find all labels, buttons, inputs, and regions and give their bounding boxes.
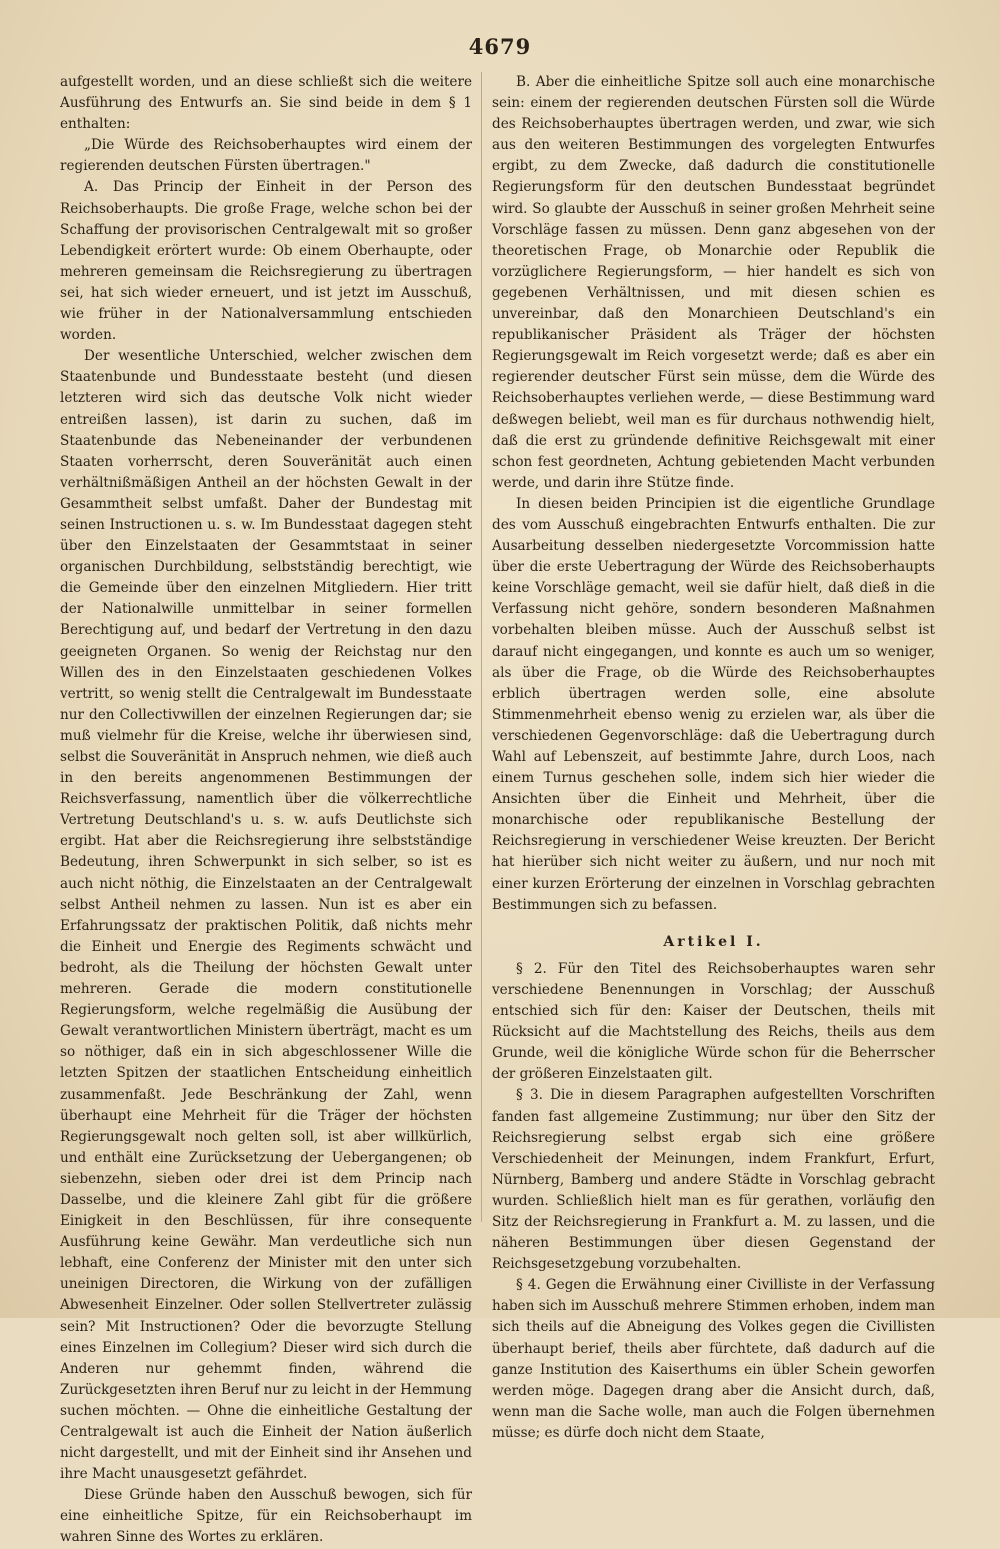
paragraph: § 2. Für den Titel des Reichsoberhauptes waren sehr verschiedene Benennungen in Vorschlag; der Ausschuß entschied sich für den: Kaiser der Deutschen, theils mit Rücksicht auf die Machtstellung des Reichs, theils aus dem Grunde, weil die königliche Würde schon für die Beherrscher der größeren Einzelstaaten gilt. — [492, 960, 935, 1083]
left-column — [60, 72, 472, 1546]
column-divider — [481, 72, 482, 1222]
paragraph: In diesen beiden Principien ist die eigentliche Grundlage des vom Ausschuß eingebrachten Entwurfs enthalten. Die zur Ausarbeitung desselben niedergesetzte Vorcommission hatte über die erste Uebertragung der Würde des Reichsoberhaupts keine Vorschläge gemacht, weil sie dafür hielt, daß dieß in die Verfassung nicht gehöre, sondern besonderen Maßnahmen vorbehalten bleiben müsse. Auch der Ausschuß selbst ist darauf nicht eingegangen, und konnte es auch um so weniger, als über die Frage, ob die Würde des Reichsoberhauptes erblich übertragen werden solle, eine absolute Stimmenmehrheit ebenso wenig zu erzielen war, als über die verschiedenen Gegenvorschläge: daß die Uebertragung durch Wahl auf Lebenszeit, auf bestimmte Jahre, durch Loos, nach einem Turnus geschehen solle, indem sich hier wieder die Ansichten über die Einheit und Mehrheit, über die monarchische oder republikanische Bestellung der Reichsregierung in verschiedener Weise kreuzten. Der Bericht hat hierüber sich nicht weiter zu äußern, und nur noch mit einer kurzen Erörterung der einzelnen in Vorschlag gebrachten Bestimmungen sich zu befassen. — [492, 495, 935, 913]
article-heading: Artikel I. — [663, 933, 764, 950]
paragraph: „Die Würde des Reichsoberhauptes wird einem der regierenden deutschen Fürsten übertragen." — [60, 137, 472, 175]
paragraph: A. Das Princip der Einheit in der Person des Reichsoberhaupts. Die große Frage, welche schon bei der Schaffung der provisorischen Centralgewalt mit so großer Lebendigkeit erörtert wurde: Ob einem Oberhaupte, oder mehreren gemeinsam die Reichsregierung zu übertragen sei, hat sich wieder erneuert, und ist jetzt im Ausschuß, wie früher in der Nationalversammlung entschieden worden. — [60, 179, 472, 344]
paragraph: B. Aber die einheitliche Spitze soll auch eine monarchische sein: einem der regierenden deutschen Fürsten soll die Würde des Reichsoberhauptes übertragen werden, und zwar, wie sich aus den weiteren Bestimmungen des vorgelegten Entwurfes ergibt, zu dem Zwecke, daß dadurch die constitutionelle Regierungsform für den deutschen Bundesstaat begründet wird. So glaubte der Ausschuß in seiner großen Mehrheit seine Vorschläge fassen zu müssen. Denn ganz abgesehen von der theoretischen Frage, ob Monarchie oder Republik die vorzüglichere Regierungsform, — hier handelt es sich von gegebenen Verhältnissen, und mit diesen schien es unvereinbar, daß den Monarchieen Deutschland's ein republikanischer Präsident als Träger der höchsten Regierungsgewalt im Reich vorgesetzt werde; daß es aber ein regierender deutscher Fürst sein müsse, dem die Würde des Reichsoberhauptes verliehen werde, — diese Bestimmung ward deßwegen beliebt, weil man es für durchaus nothwendig hielt, daß die erst zu gründende definitive Reichsgewalt mit einer schon fest geordneten, Achtung gebietenden Macht verbunden werde, und darin ihre Stütze finde. — [492, 74, 935, 491]
paragraph: § 3. Die in diesem Paragraphen aufgestellten Vorschriften fanden fast allgemeine Zustimmung; nur über den Sitz der Reichsregierung selbst ergab sich eine größere Verschiedenheit der Meinungen, indem Frankfurt, Erfurt, Nürnberg, Bamberg und andere Städte in Vorschlag gebracht wurden. Schließlich hielt man es für gerathen, vorläufig den Sitz der Reichsregierung in Frankfurt a. M. zu lassen, und die näheren Bestimmungen über diesen Gegenstand der Reichsgesetzgebung vorzubehalten. — [492, 1087, 935, 1273]
paragraph: § 4. Gegen die Erwähnung einer Civilliste in der Verfassung haben sich im Ausschuß mehrere Stimmen erhoben, indem man sich theils auf die Abneigung des Volkes gegen die Civillisten überhaupt berief, theils aber fürchtete, daß dadurch auf die ganze Institution des Kaiserthums ein übler Schein geworfen werden möge. Dagegen drang aber die Ansicht durch, daß, wenn man die Sache wolle, man auch die Folgen übernehmen müsse; es dürfe doch nicht dem Staate, — [492, 1277, 935, 1441]
paragraph: Diese Gründe haben den Ausschuß bewogen, sich für eine einheitliche Spitze, für ein Reichsoberhaupt im wahren Sinne des Wortes zu erklären. — [60, 1487, 472, 1546]
page-number: 4679 — [468, 34, 532, 59]
paragraph: Der wesentliche Unterschied, welcher zwischen dem Staatenbunde und Bundesstaate besteht (und diesen letzteren wird sich das deutsche Volk nicht wieder entreißen lassen), ist darin zu suchen, daß im Staatenbunde das Nebeneinander der verbundenen Staaten vorherrscht, deren Souveränität auch einen verhältnißmäßigen Antheil an der höchsten Gewalt in der Gesammtheit selbst umfaßt. Daher der Bundestag mit seinen Instructionen u. s. w. Im Bundesstaat dagegen steht über den Einzelstaaten der Gesammtstaat in seiner organischen Durchbildung, selbstständig berechtigt, wie die Gemeinde über den einzelnen Mitgliedern. Hier tritt der Nationalwille unmittelbar in seiner formellen Berechtigung auf, und bedarf der Vertretung in den dazu geeigneten Organen. So wenig der Reichstag nur den Willen des in den Einzelstaaten geschiedenen Volkes vertritt, so wenig stellt die Centralgewalt im Bundesstaate nur den Collectivwillen der einzelnen Regierungen dar; sie muß vielmehr für die Kreise, welche ihr überwiesen sind, selbst die Souveränität in Anspruch nehmen, wie dieß auch in den bereits angenommenen Bestimmungen der Reichsverfassung, namentlich über die völkerrechtliche Vertretung Deutschland's u. s. w. aufs Deutlichste sich ergibt. Hat aber die Reichsregierung ihre selbstständige Bedeutung, ihren Schwerpunkt in sich selber, so ist es auch nicht nöthig, die Einzelstaaten an der Centralgewalt selbst Antheil nehmen zu lassen. Nun ist es aber ein Erfahrungssatz der praktischen Politik, daß nichts mehr die Einheit und Energie des Regiments schwächt und bedroht, als die Theilung der höchsten Gewalt unter mehreren. Gerade die modern constitutionelle Regierungsform, welche regelmäßig die Ausübung der Gewalt verantwortlichen Ministern überträgt, macht es um so nöthiger, daß ein in sich abgeschlossener Wille die letzten Spitzen der staatlichen Entscheidung einheitlich zusammenfaßt. Jede Beschränkung der Zahl, wenn überhaupt eine Mehrheit für die Träger der höchsten Regierungsgewalt noch gelten soll, ist aber willkürlich, und enthält eine Zurücksetzung der Uebergangenen; ob siebenzehn, sieben oder drei ist dem Princip nach Dasselbe, und die kleinere Zahl gibt für die größere Einigkeit in den Beschlüssen, für ihre consequente Ausführung keine Gewähr. Man verdeutliche sich nun lebhaft, eine Conferenz der Minister mit den unter sich uneinigen Directoren, die Wirkung von der zufälligen Abwesenheit Einzelner. Oder sollen Stellvertreter zulässig sein? Mit Instructionen? Oder die bevorzugte Stellung eines Einzelnen im Collegium? Dieser wird sich durch die Anderen nur gehemmt finden, während die Zurückgesetzten ihren Beruf nur zu leicht in der Hemmung suchen möchten. — Ohne die einheitliche Gestaltung der Centralgewalt ist auch die Einheit der Nation äußerlich nicht dargestellt, und mit der Einheit sind ihr Ansehen und ihre Macht unausgesetzt gefährdet. — [60, 348, 472, 1483]
right-column — [492, 72, 935, 1441]
paragraph: aufgestellt worden, und an diese schließt sich die weitere Ausführung des Entwurfs an. Sie sind beide in dem § 1 enthalten: — [60, 74, 472, 133]
